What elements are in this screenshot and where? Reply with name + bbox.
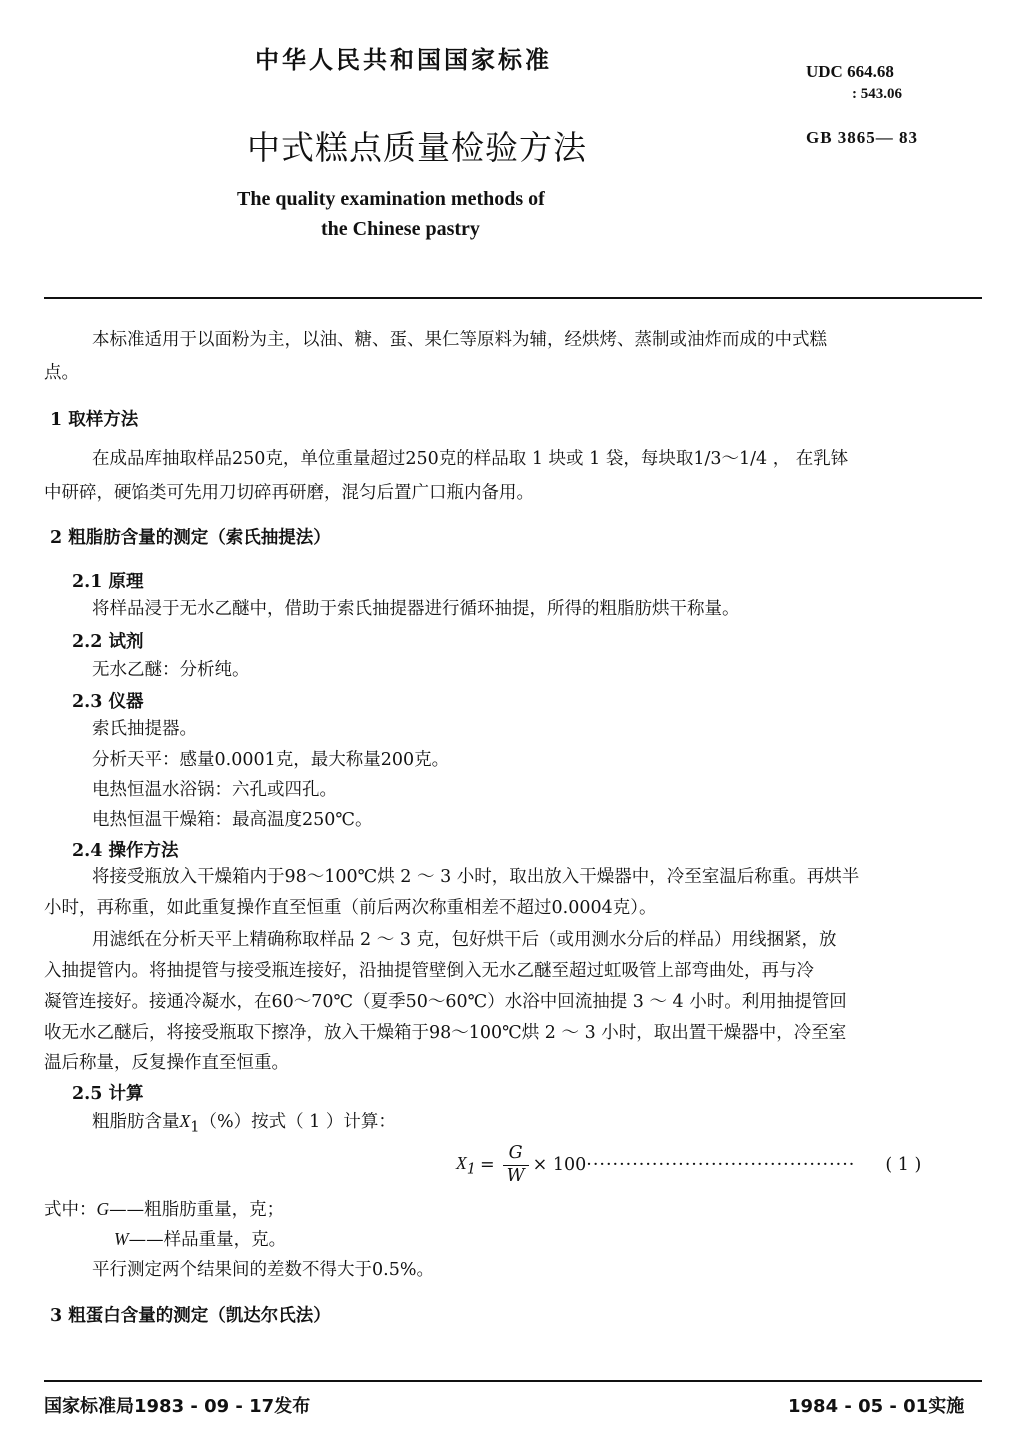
section-2-3-heading: 2.3 仪器	[72, 692, 144, 712]
formula-fraction	[503, 1145, 529, 1185]
where-g-variable: G	[96, 1199, 110, 1219]
gb-number: GB 3865— 83	[806, 128, 919, 147]
formula-leader-dots: ·········································	[586, 1155, 856, 1175]
document-title: 中式糕点质量检验方法	[247, 128, 587, 167]
section-2-2-heading: 2.2 试剂	[72, 632, 144, 652]
section-2-5-note: 平行测定两个结果间的差数不得大于0.5%。	[92, 1260, 434, 1280]
section-1-line-1: 在成品库抽取样品250克，单位重量超过250克的样品取 1 块或 1 袋，每块取1/3～1/4 ， 在乳钵	[92, 449, 849, 469]
section-2-4-p2-line-4: 收无水乙醚后，将接受瓶取下擦净，放入干燥箱于98～100℃烘 2 ～ 3 小时，取出置干燥器中，冷至室	[44, 1023, 847, 1043]
section-2-3-item-3: 电热恒温水浴锅：六孔或四孔。	[92, 780, 337, 800]
where-line-g	[44, 1196, 284, 1221]
formula-rhs: × 100	[532, 1155, 587, 1175]
section-2-4-p1-line-2: 小时，再称重，如此重复操作直至恒重（前后两次称重相差不超过0.0004克）。	[44, 898, 657, 918]
where-w-variable: W	[114, 1229, 129, 1249]
intro-text-b: （%）按式（ 1 ）计算：	[199, 1112, 396, 1132]
header-divider	[44, 297, 982, 299]
where-w-text: ——样品重量，克。	[128, 1230, 287, 1250]
where-prefix: 式中：	[44, 1200, 97, 1220]
formula-equals: =	[479, 1155, 495, 1175]
issue-date: 国家标准局1983 - 09 - 17发布	[44, 1396, 311, 1417]
section-3-heading: 3 粗蛋白含量的测定（凯达尔氏法）	[50, 1306, 331, 1326]
english-title-line-2: the Chinese pastry	[321, 218, 480, 240]
where-g-text: ——粗脂肪重量，克；	[109, 1200, 285, 1220]
section-1-heading: 1 取样方法	[50, 410, 139, 430]
scope-line-1: 本标准适用于以面粉为主，以油、糖、蛋、果仁等原料为辅，经烘烤、蒸制或油炸而成的中式糕	[92, 330, 827, 350]
section-2-4-p2-line-1: 用滤纸在分析天平上精确称取样品 2 ～ 3 克，包好烘干后（或用测水分后的样品）用线捆紧，放	[92, 930, 837, 950]
section-2-3-item-4: 电热恒温干燥箱：最高温度250℃。	[92, 810, 373, 830]
formula-1	[456, 1145, 921, 1185]
formula-number: ( 1 )	[885, 1155, 922, 1175]
section-2-4-p2-line-5: 温后称量，反复操作直至恒重。	[44, 1053, 289, 1073]
effective-date: 1984 - 05 - 01实施	[788, 1396, 965, 1417]
section-1-line-2: 中研碎，硬馅类可先用刀切碎再研磨，混匀后置广口瓶内备用。	[44, 483, 534, 503]
section-2-5-heading: 2.5 计算	[72, 1084, 144, 1104]
section-2-3-item-1: 索氏抽提器。	[92, 719, 197, 739]
section-2-5-intro	[92, 1108, 396, 1136]
section-2-1-heading: 2.1 原理	[72, 572, 144, 592]
section-2-2-text: 无水乙醚：分析纯。	[92, 660, 250, 680]
intro-variable-subscript: 1	[190, 1118, 200, 1136]
udc-number: UDC 664.68	[806, 62, 894, 81]
formula-denominator: W	[506, 1165, 525, 1186]
intro-text-a: 粗脂肪含量	[92, 1112, 180, 1132]
section-2-heading: 2 粗脂肪含量的测定（索氏抽提法）	[50, 528, 331, 548]
udc-number-2: : 543.06	[852, 86, 902, 102]
where-line-w	[114, 1226, 286, 1251]
section-2-4-p1-line-1: 将接受瓶放入干燥箱内于98～100℃烘 2 ～ 3 小时，取出放入干燥器中，冷至室温后称重。再烘半	[92, 867, 860, 887]
scope-line-2: 点。	[44, 363, 79, 383]
formula-lhs: $X_1$	[456, 1152, 476, 1178]
section-2-4-heading: 2.4 操作方法	[72, 841, 179, 861]
section-2-4-p2-line-3: 凝管连接好。接通冷凝水，在60～70℃（夏季50～60℃）水浴中回流抽提 3 ～ 4 小时。利用抽提管回	[44, 992, 847, 1012]
intro-variable: X	[179, 1111, 191, 1131]
footer-divider	[44, 1380, 982, 1382]
section-2-1-text: 将样品浸于无水乙醚中，借助于索氏抽提器进行循环抽提，所得的粗脂肪烘干称量。	[92, 599, 740, 619]
org-title: 中华人民共和国国家标准	[255, 46, 552, 74]
section-2-3-item-2: 分析天平：感量0.0001克，最大称量200克。	[92, 750, 450, 770]
formula-numerator: G	[503, 1145, 529, 1166]
english-title-line-1: The quality examination methods of	[237, 188, 545, 210]
section-2-4-p2-line-2: 入抽提管内。将抽提管与接受瓶连接好，沿抽提管壁倒入无水乙醚至超过虹吸管上部弯曲处，再与冷	[44, 961, 814, 981]
